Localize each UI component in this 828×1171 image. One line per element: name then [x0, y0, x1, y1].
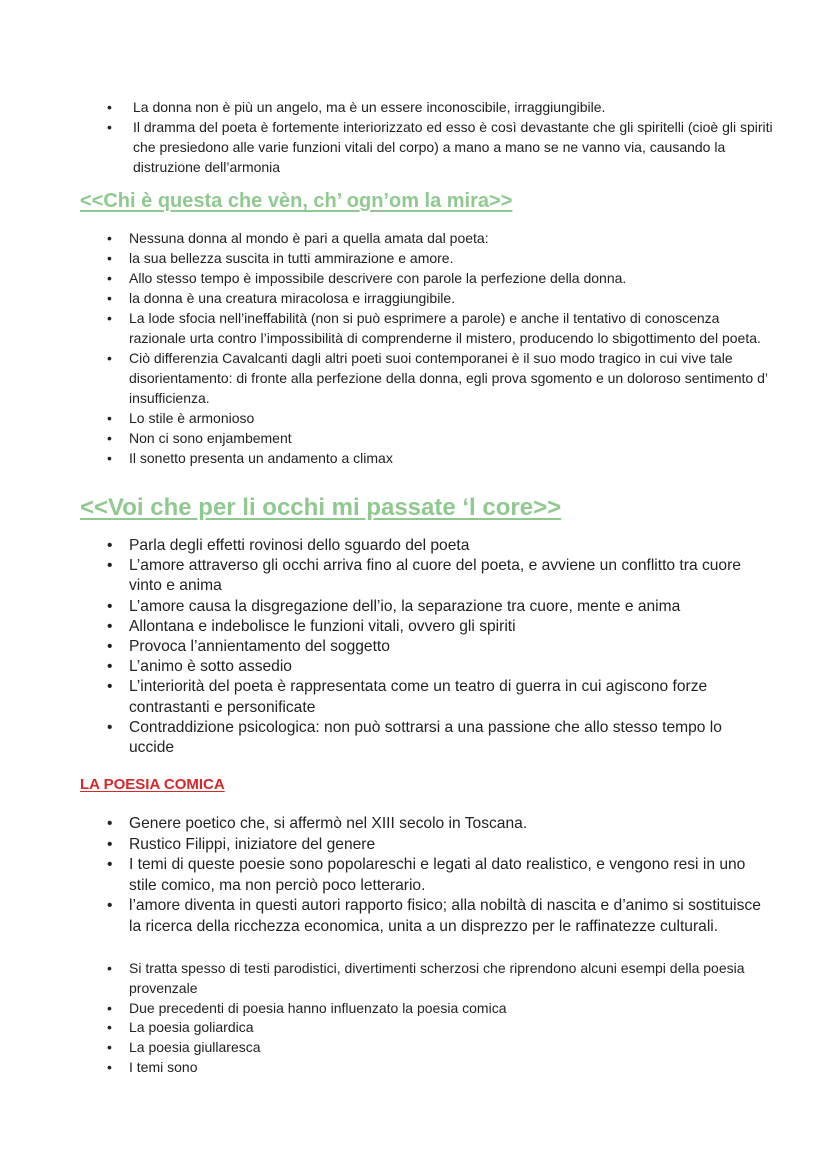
- list-item: • Si tratta spesso di testi parodistici, divertimenti scherzosi che riprendono alcuni esempi della poesia provenzale: [129, 959, 769, 999]
- list-item: • Ciò differenzia Cavalcanti dagli altri poeti suoi contemporanei è il suo modo tragico in cui vive tale disorientamento: di fronte alla perfezione della donna, egli prova sgomento e un doloroso sentimento d’ insufficienza.: [129, 348, 779, 408]
- list-item: • Il sonetto presenta un andamento a climax: [129, 448, 779, 468]
- section-heading-chi-e-questa: <<Chi è questa che vèn, ch’ ogn’om la mira>>: [80, 190, 513, 212]
- voi-che-bullet-list: [129, 536, 769, 758]
- top-bullet-list: [129, 97, 779, 177]
- list-item: • l’amore diventa in questi autori rapporto fisico; alla nobiltà di nascita e d’animo si sostituisce la ricerca della ricchezza economica, unita a un disprezzo per le raffinatezze culturali.: [129, 896, 769, 937]
- list-item: • la donna è una creatura miracolosa e irraggiungibile.: [129, 288, 779, 308]
- list-item: • La poesia giullaresca: [129, 1038, 769, 1058]
- list-item: • Provoca l’annientamento del soggetto: [129, 637, 769, 657]
- list-item: • Non ci sono enjambement: [129, 428, 779, 448]
- list-item: • L’amore attraverso gli occhi arriva fino al cuore del poeta, e avviene un conflitto tra cuore vinto e anima: [129, 556, 769, 596]
- list-item: • L’animo è sotto assedio: [129, 657, 769, 677]
- section-heading-poesia-comica: LA POESIA COMICA: [80, 776, 225, 793]
- list-item: • Contraddizione psicologica: non può sottrarsi a una passione che allo stesso tempo lo uccide: [129, 718, 769, 758]
- list-item: • Rustico Filippi, iniziatore del genere: [129, 835, 769, 856]
- list-item: • La poesia goliardica: [129, 1018, 769, 1038]
- list-item: • L’interiorità del poeta è rappresentata come un teatro di guerra in cui agiscono forze contrastanti e personificate: [129, 677, 769, 717]
- list-item: • Nessuna donna al mondo è pari a quella amata dal poeta:: [129, 228, 779, 248]
- chi-e-questa-bullet-list: [129, 228, 779, 468]
- list-item: • Allontana e indebolisce le funzioni vitali, ovvero gli spiriti: [129, 617, 769, 637]
- list-item: • Parla degli effetti rovinosi dello sguardo del poeta: [129, 536, 769, 556]
- list-item: • L’amore causa la disgregazione dell’io, la separazione tra cuore, mente e anima: [129, 597, 769, 617]
- poesia-comica-small-bullet-list: [129, 959, 769, 1078]
- list-item: • La lode sfocia nell’ineffabilità (non si può esprimere a parole) e anche il tentativo di conoscenza razionale urta contro l’impossibilità di comprenderne il mistero, producendo lo sbigottimento del poeta.: [129, 308, 779, 348]
- poesia-comica-bullet-list: [129, 814, 769, 938]
- list-item: • Allo stesso tempo è impossibile descrivere con parole la perfezione della donna.: [129, 268, 779, 288]
- list-item: • Due precedenti di poesia hanno influenzato la poesia comica: [129, 999, 769, 1019]
- list-item: • Genere poetico che, si affermò nel XIII secolo in Toscana.: [129, 814, 769, 835]
- list-item: • La donna non è più un angelo, ma è un essere inconoscibile, irraggiungibile.: [129, 97, 779, 117]
- list-item: • la sua bellezza suscita in tutti ammirazione e amore.: [129, 248, 779, 268]
- list-item: • Il dramma del poeta è fortemente interiorizzato ed esso è così devastante che gli spiritelli (cioè gli spiriti che presiedono alle varie funzioni vitali del corpo) a mano a mano se ne vanno via, causando la distruzione dell’armonia: [129, 117, 779, 177]
- list-item: • I temi sono: [129, 1058, 769, 1078]
- section-heading-voi-che-per-li-occhi: <<Voi che per li occhi mi passate ‘l core>>: [80, 494, 562, 521]
- list-item: • I temi di queste poesie sono popolareschi e legati al dato realistico, e vengono resi in uno stile comico, ma non perciò poco letterario.: [129, 855, 769, 896]
- list-item: • Lo stile è armonioso: [129, 408, 779, 428]
